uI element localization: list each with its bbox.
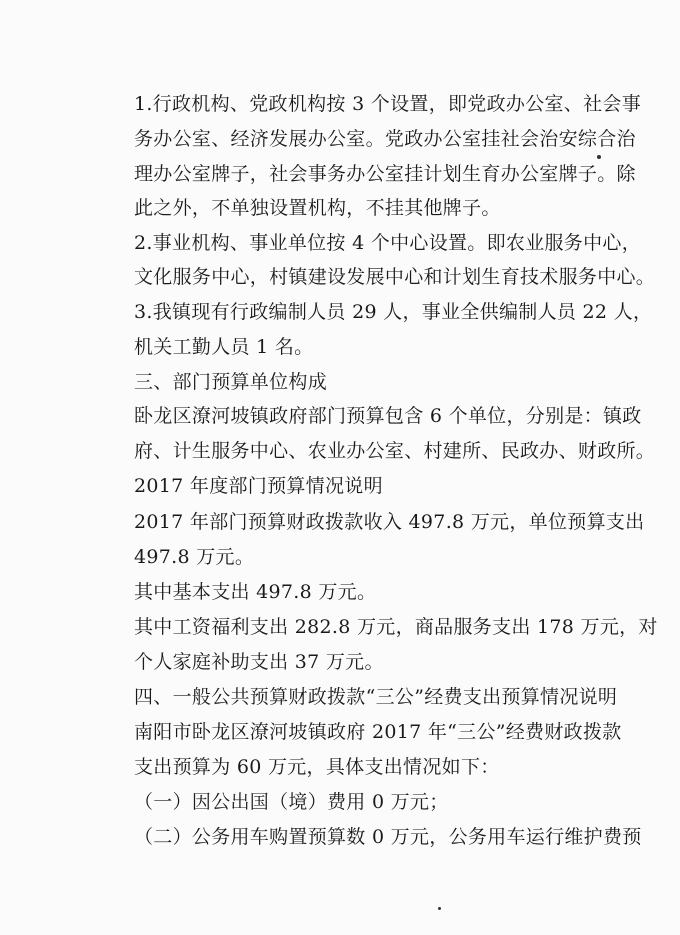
list-item-1: （一）因公出国（境）费用 0 万元； xyxy=(134,791,449,813)
paragraph-line-10: 卧龙区潦河坡镇政府部门预算包含 6 个单位，分别是：镇政 xyxy=(134,405,642,427)
section-heading-3: 三、部门预算单位构成 xyxy=(134,371,328,393)
list-item-2: （二）公务用车购置预算数 0 万元，公务用车运行维护费预 xyxy=(134,826,642,848)
paragraph-line-11: 府、计生服务中心、农业办公室、村建所、民政办、财政所。 xyxy=(134,440,656,462)
paragraph-line-2: 务办公室、经济发展办公室。党政办公室挂社会治安综合治 xyxy=(134,128,636,150)
section-heading-4: 四、一般公共预算财政拨款“三公”经费支出预算情况说明 xyxy=(134,686,618,708)
paragraph-line-17: 个人家庭补助支出 37 万元。 xyxy=(134,651,384,673)
scan-speck xyxy=(438,907,441,910)
paragraph-line-19: 南阳市卧龙区潦河坡镇政府 2017 年“三公”经费财政拨款 xyxy=(134,721,622,743)
paragraph-line-5: 2.事业机构、事业单位按 4 个中心设置。即农业服务中心， xyxy=(134,232,641,254)
paragraph-line-14: 497.8 万元。 xyxy=(134,546,255,568)
paragraph-line-6: 文化服务中心，村镇建设发展中心和计划生育技术服务中心。 xyxy=(134,266,656,288)
paragraph-line-15: 其中基本支出 497.8 万元。 xyxy=(134,581,377,603)
paragraph-line-4: 此之外，不单独设置机构，不挂其他牌子。 xyxy=(134,197,501,219)
paragraph-line-13: 2017 年部门预算财政拨款收入 497.8 万元，单位预算支出 xyxy=(134,511,645,533)
paragraph-line-16: 其中工资福利支出 282.8 万元，商品服务支出 178 万元，对 xyxy=(134,616,658,638)
paragraph-line-7: 3.我镇现有行政编制人员 29 人，事业全供编制人员 22 人， xyxy=(134,301,653,323)
paragraph-line-20: 支出预算为 60 万元，具体支出情况如下： xyxy=(134,756,500,778)
scan-speck xyxy=(597,155,601,159)
paragraph-line-8: 机关工勤人员 1 名。 xyxy=(134,336,314,358)
paragraph-line-3: 理办公室牌子，社会事务办公室挂计划生育办公室牌子。除 xyxy=(134,163,636,185)
paragraph-line-1: 1.行政机构、党政机构按 3 个设置，即党政办公室、社会事 xyxy=(134,93,641,115)
section-heading-2017: 2017 年度部门预算情况说明 xyxy=(134,475,383,497)
